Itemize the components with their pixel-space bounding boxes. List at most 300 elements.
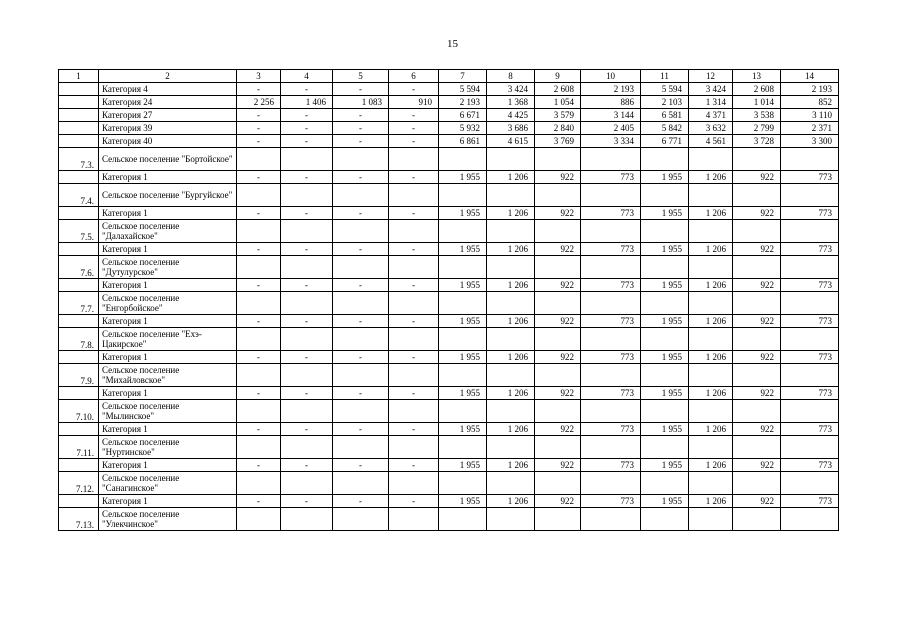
value-cell xyxy=(237,364,281,387)
value-cell: - xyxy=(389,83,439,96)
row-code xyxy=(59,83,99,96)
value-cell xyxy=(389,292,439,315)
category-name: Категория 1 xyxy=(99,459,237,472)
settlement-name: Сельское поселение "Бургуйское" xyxy=(99,184,237,207)
value-cell: 773 xyxy=(781,243,839,256)
row-code: 7.12. xyxy=(59,472,99,495)
value-cell: 2 608 xyxy=(535,83,581,96)
settlement-row xyxy=(59,508,839,531)
value-cell: 1 083 xyxy=(333,96,389,109)
value-cell xyxy=(781,184,839,207)
value-cell: - xyxy=(237,171,281,184)
value-cell xyxy=(535,148,581,171)
value-cell: 773 xyxy=(581,387,641,400)
value-cell: 922 xyxy=(733,459,781,472)
value-cell xyxy=(581,256,641,279)
value-cell: - xyxy=(389,315,439,328)
row-code xyxy=(59,387,99,400)
settlement-name: Сельское поселение "Бортойское" xyxy=(99,148,237,171)
value-cell: - xyxy=(389,387,439,400)
settlement-name: Сельское поселение "Ехэ-Цакирское" xyxy=(99,328,237,351)
value-cell xyxy=(281,292,333,315)
category-row xyxy=(59,423,839,436)
settlement-row xyxy=(59,472,839,495)
value-cell: 773 xyxy=(781,423,839,436)
value-cell: 3 769 xyxy=(535,135,581,148)
row-code xyxy=(59,207,99,220)
row-code: 7.9. xyxy=(59,364,99,387)
value-cell: 3 110 xyxy=(781,109,839,122)
value-cell: - xyxy=(333,351,389,364)
value-cell: 1 955 xyxy=(439,279,487,292)
value-cell: 922 xyxy=(535,315,581,328)
column-header: 8 xyxy=(487,70,535,83)
value-cell: - xyxy=(389,171,439,184)
value-cell: 3 334 xyxy=(581,135,641,148)
value-cell: 1 206 xyxy=(487,315,535,328)
value-cell xyxy=(389,256,439,279)
category-name: Категория 27 xyxy=(99,109,237,122)
value-cell: - xyxy=(281,351,333,364)
value-cell xyxy=(487,364,535,387)
value-cell: 922 xyxy=(535,171,581,184)
row-code xyxy=(59,495,99,508)
value-cell xyxy=(439,148,487,171)
value-cell xyxy=(535,508,581,531)
value-cell: 1 955 xyxy=(641,387,689,400)
value-cell: 852 xyxy=(781,96,839,109)
value-cell xyxy=(439,220,487,243)
value-cell: 1 955 xyxy=(641,207,689,220)
value-cell: 3 579 xyxy=(535,109,581,122)
category-row xyxy=(59,83,839,96)
value-cell: 773 xyxy=(581,279,641,292)
value-cell xyxy=(281,148,333,171)
value-cell: - xyxy=(333,315,389,328)
row-code: 7.10. xyxy=(59,400,99,423)
value-cell: 6 861 xyxy=(439,135,487,148)
value-cell: - xyxy=(281,315,333,328)
value-cell: 6 671 xyxy=(439,109,487,122)
value-cell xyxy=(333,256,389,279)
value-cell xyxy=(581,328,641,351)
value-cell: - xyxy=(237,207,281,220)
value-cell: - xyxy=(237,279,281,292)
value-cell xyxy=(281,436,333,459)
column-number-row xyxy=(59,70,839,83)
value-cell: 1 206 xyxy=(487,279,535,292)
value-cell xyxy=(237,184,281,207)
value-cell: 1 955 xyxy=(439,459,487,472)
value-cell xyxy=(781,256,839,279)
value-cell xyxy=(333,364,389,387)
value-cell: 1 955 xyxy=(439,423,487,436)
value-cell: 1 206 xyxy=(689,351,733,364)
value-cell xyxy=(781,148,839,171)
row-code xyxy=(59,279,99,292)
value-cell: 2 608 xyxy=(733,83,781,96)
value-cell xyxy=(281,508,333,531)
value-cell xyxy=(487,436,535,459)
value-cell xyxy=(733,184,781,207)
value-cell: - xyxy=(237,109,281,122)
value-cell: 1 206 xyxy=(487,495,535,508)
value-cell: - xyxy=(333,459,389,472)
row-code xyxy=(59,171,99,184)
category-row xyxy=(59,279,839,292)
value-cell: 2 256 xyxy=(237,96,281,109)
settlement-row xyxy=(59,364,839,387)
category-name: Категория 1 xyxy=(99,351,237,364)
value-cell: 773 xyxy=(581,459,641,472)
row-code: 7.3. xyxy=(59,148,99,171)
value-cell: - xyxy=(389,135,439,148)
value-cell: 1 368 xyxy=(487,96,535,109)
value-cell: 922 xyxy=(733,423,781,436)
category-name: Категория 1 xyxy=(99,315,237,328)
settlement-name: Сельское поселение "Енгорбойское" xyxy=(99,292,237,315)
value-cell: 773 xyxy=(581,423,641,436)
value-cell: 773 xyxy=(581,207,641,220)
value-cell: 1 955 xyxy=(641,243,689,256)
value-cell xyxy=(581,220,641,243)
value-cell xyxy=(781,328,839,351)
value-cell xyxy=(389,436,439,459)
value-cell: - xyxy=(281,171,333,184)
value-cell: - xyxy=(237,315,281,328)
value-cell: 3 538 xyxy=(733,109,781,122)
value-cell: 1 955 xyxy=(641,495,689,508)
value-cell: 1 314 xyxy=(689,96,733,109)
value-cell xyxy=(641,220,689,243)
value-cell xyxy=(641,148,689,171)
value-cell: - xyxy=(389,423,439,436)
value-cell: 1 955 xyxy=(641,171,689,184)
settlement-row xyxy=(59,400,839,423)
value-cell: - xyxy=(389,351,439,364)
row-code: 7.11. xyxy=(59,436,99,459)
column-header: 13 xyxy=(733,70,781,83)
value-cell: 1 014 xyxy=(733,96,781,109)
value-cell xyxy=(237,508,281,531)
value-cell: 922 xyxy=(733,351,781,364)
column-header: 11 xyxy=(641,70,689,83)
value-cell: - xyxy=(281,243,333,256)
value-cell: - xyxy=(237,122,281,135)
value-cell: 922 xyxy=(733,207,781,220)
value-cell xyxy=(535,400,581,423)
category-name: Категория 1 xyxy=(99,171,237,184)
value-cell: 1 206 xyxy=(689,243,733,256)
value-cell: 886 xyxy=(581,96,641,109)
value-cell xyxy=(333,508,389,531)
value-cell xyxy=(689,220,733,243)
value-cell: 773 xyxy=(781,459,839,472)
value-cell xyxy=(781,436,839,459)
category-name: Категория 39 xyxy=(99,122,237,135)
value-cell xyxy=(281,256,333,279)
value-cell xyxy=(535,220,581,243)
settlement-name: Сельское поселение "Дутулурское" xyxy=(99,256,237,279)
value-cell: 1 955 xyxy=(439,243,487,256)
value-cell xyxy=(641,328,689,351)
value-cell xyxy=(581,436,641,459)
value-cell xyxy=(439,184,487,207)
value-cell xyxy=(439,364,487,387)
value-cell: 1 206 xyxy=(487,423,535,436)
value-cell: 3 686 xyxy=(487,122,535,135)
value-cell xyxy=(333,436,389,459)
value-cell xyxy=(733,256,781,279)
value-cell: - xyxy=(281,207,333,220)
value-cell xyxy=(281,220,333,243)
value-cell xyxy=(333,472,389,495)
value-cell xyxy=(689,328,733,351)
value-cell: 2 840 xyxy=(535,122,581,135)
value-cell: 1 206 xyxy=(487,459,535,472)
value-cell xyxy=(781,220,839,243)
value-cell xyxy=(439,400,487,423)
value-cell xyxy=(689,472,733,495)
value-cell: 3 144 xyxy=(581,109,641,122)
value-cell: 1 955 xyxy=(641,423,689,436)
value-cell: - xyxy=(281,135,333,148)
row-code xyxy=(59,243,99,256)
value-cell: 2 103 xyxy=(641,96,689,109)
value-cell: 1 955 xyxy=(439,387,487,400)
column-header: 4 xyxy=(281,70,333,83)
category-name: Категория 1 xyxy=(99,207,237,220)
value-cell: - xyxy=(333,243,389,256)
column-header: 5 xyxy=(333,70,389,83)
value-cell xyxy=(439,436,487,459)
value-cell: 4 371 xyxy=(689,109,733,122)
value-cell xyxy=(487,472,535,495)
value-cell: 6 771 xyxy=(641,135,689,148)
row-code: 7.7. xyxy=(59,292,99,315)
value-cell xyxy=(641,472,689,495)
value-cell: 922 xyxy=(733,279,781,292)
value-cell xyxy=(333,220,389,243)
category-name: Категория 1 xyxy=(99,387,237,400)
value-cell: 922 xyxy=(733,315,781,328)
value-cell: 773 xyxy=(781,171,839,184)
value-cell: - xyxy=(237,495,281,508)
value-cell xyxy=(581,472,641,495)
settlement-row xyxy=(59,292,839,315)
value-cell xyxy=(581,148,641,171)
category-name: Категория 1 xyxy=(99,243,237,256)
value-cell xyxy=(487,328,535,351)
value-cell: 2 193 xyxy=(581,83,641,96)
row-code xyxy=(59,351,99,364)
value-cell xyxy=(237,400,281,423)
value-cell: 1 955 xyxy=(641,351,689,364)
value-cell: 1 955 xyxy=(641,315,689,328)
value-cell xyxy=(487,184,535,207)
category-name: Категория 1 xyxy=(99,495,237,508)
value-cell xyxy=(439,508,487,531)
value-cell: 3 300 xyxy=(781,135,839,148)
value-cell: - xyxy=(333,122,389,135)
row-code xyxy=(59,135,99,148)
value-cell xyxy=(689,184,733,207)
value-cell xyxy=(535,436,581,459)
value-cell xyxy=(733,472,781,495)
value-cell: 5 594 xyxy=(641,83,689,96)
value-cell: 5 932 xyxy=(439,122,487,135)
value-cell: - xyxy=(333,387,389,400)
value-cell xyxy=(487,400,535,423)
value-cell: - xyxy=(333,495,389,508)
value-cell: 1 206 xyxy=(689,495,733,508)
settlement-row xyxy=(59,220,839,243)
settlement-row xyxy=(59,328,839,351)
value-cell xyxy=(333,184,389,207)
column-header: 10 xyxy=(581,70,641,83)
category-name: Категория 24 xyxy=(99,96,237,109)
value-cell: 922 xyxy=(535,495,581,508)
value-cell xyxy=(487,256,535,279)
category-name: Категория 1 xyxy=(99,423,237,436)
value-cell: - xyxy=(389,243,439,256)
column-header: 7 xyxy=(439,70,487,83)
value-cell: - xyxy=(333,171,389,184)
category-row xyxy=(59,122,839,135)
value-cell: - xyxy=(237,83,281,96)
value-cell xyxy=(581,400,641,423)
column-header: 14 xyxy=(781,70,839,83)
page-number: 15 xyxy=(447,38,458,50)
value-cell xyxy=(237,148,281,171)
value-cell xyxy=(281,472,333,495)
row-code xyxy=(59,122,99,135)
value-cell xyxy=(581,292,641,315)
value-cell: 922 xyxy=(535,351,581,364)
value-cell: 2 371 xyxy=(781,122,839,135)
value-cell xyxy=(689,256,733,279)
value-cell: - xyxy=(281,83,333,96)
settlement-name: Сельское поселение "Улекчинское" xyxy=(99,508,237,531)
value-cell xyxy=(733,292,781,315)
settlement-name: Сельское поселение "Михайловское" xyxy=(99,364,237,387)
value-cell: 1 206 xyxy=(689,207,733,220)
value-cell xyxy=(689,148,733,171)
value-cell xyxy=(641,508,689,531)
value-cell: - xyxy=(237,135,281,148)
value-cell xyxy=(733,220,781,243)
column-header: 3 xyxy=(237,70,281,83)
value-cell: 1 955 xyxy=(641,279,689,292)
value-cell xyxy=(689,508,733,531)
value-cell: 922 xyxy=(535,459,581,472)
value-cell: 2 405 xyxy=(581,122,641,135)
value-cell: - xyxy=(281,122,333,135)
value-cell xyxy=(389,400,439,423)
value-cell xyxy=(535,256,581,279)
value-cell: - xyxy=(389,459,439,472)
settlement-row xyxy=(59,256,839,279)
value-cell: 922 xyxy=(733,495,781,508)
value-cell xyxy=(689,400,733,423)
value-cell: 2 193 xyxy=(439,96,487,109)
value-cell: - xyxy=(281,279,333,292)
value-cell: 922 xyxy=(535,279,581,292)
value-cell xyxy=(281,364,333,387)
value-cell: 1 206 xyxy=(487,171,535,184)
value-cell: 2 193 xyxy=(781,83,839,96)
value-cell: 1 955 xyxy=(439,495,487,508)
value-cell xyxy=(581,508,641,531)
value-cell xyxy=(781,292,839,315)
value-cell: 3 424 xyxy=(689,83,733,96)
value-cell: 1 206 xyxy=(689,315,733,328)
value-cell: 3 424 xyxy=(487,83,535,96)
value-cell: - xyxy=(333,135,389,148)
value-cell xyxy=(641,292,689,315)
value-cell: 1 206 xyxy=(689,279,733,292)
category-row xyxy=(59,135,839,148)
value-cell: - xyxy=(389,122,439,135)
value-cell: 773 xyxy=(581,495,641,508)
value-cell xyxy=(535,472,581,495)
value-cell: 1 955 xyxy=(439,171,487,184)
value-cell: 5 594 xyxy=(439,83,487,96)
value-cell xyxy=(733,508,781,531)
value-cell xyxy=(237,256,281,279)
value-cell: - xyxy=(333,109,389,122)
value-cell: 1 206 xyxy=(487,207,535,220)
column-header: 12 xyxy=(689,70,733,83)
value-cell: - xyxy=(281,423,333,436)
value-cell: - xyxy=(237,243,281,256)
value-cell xyxy=(733,436,781,459)
value-cell: 922 xyxy=(733,171,781,184)
settlement-row xyxy=(59,436,839,459)
value-cell: 1 206 xyxy=(487,243,535,256)
value-cell xyxy=(389,184,439,207)
row-code: 7.8. xyxy=(59,328,99,351)
value-cell xyxy=(689,436,733,459)
value-cell xyxy=(389,148,439,171)
value-cell xyxy=(487,292,535,315)
value-cell: 773 xyxy=(781,207,839,220)
row-code: 7.5. xyxy=(59,220,99,243)
category-row xyxy=(59,315,839,328)
value-cell: - xyxy=(237,351,281,364)
value-cell xyxy=(641,184,689,207)
value-cell: 1 955 xyxy=(439,351,487,364)
category-row xyxy=(59,207,839,220)
value-cell: 4 425 xyxy=(487,109,535,122)
value-cell xyxy=(487,148,535,171)
value-cell xyxy=(333,292,389,315)
value-cell: 773 xyxy=(781,279,839,292)
value-cell: 773 xyxy=(581,351,641,364)
value-cell xyxy=(581,184,641,207)
value-cell: 922 xyxy=(535,387,581,400)
value-cell xyxy=(281,328,333,351)
category-row xyxy=(59,96,839,109)
settlement-name: Сельское поселение "Мылинское" xyxy=(99,400,237,423)
row-code xyxy=(59,459,99,472)
value-cell xyxy=(487,508,535,531)
value-cell: - xyxy=(389,207,439,220)
value-cell: 922 xyxy=(733,243,781,256)
value-cell xyxy=(237,472,281,495)
column-header: 6 xyxy=(389,70,439,83)
value-cell xyxy=(641,400,689,423)
